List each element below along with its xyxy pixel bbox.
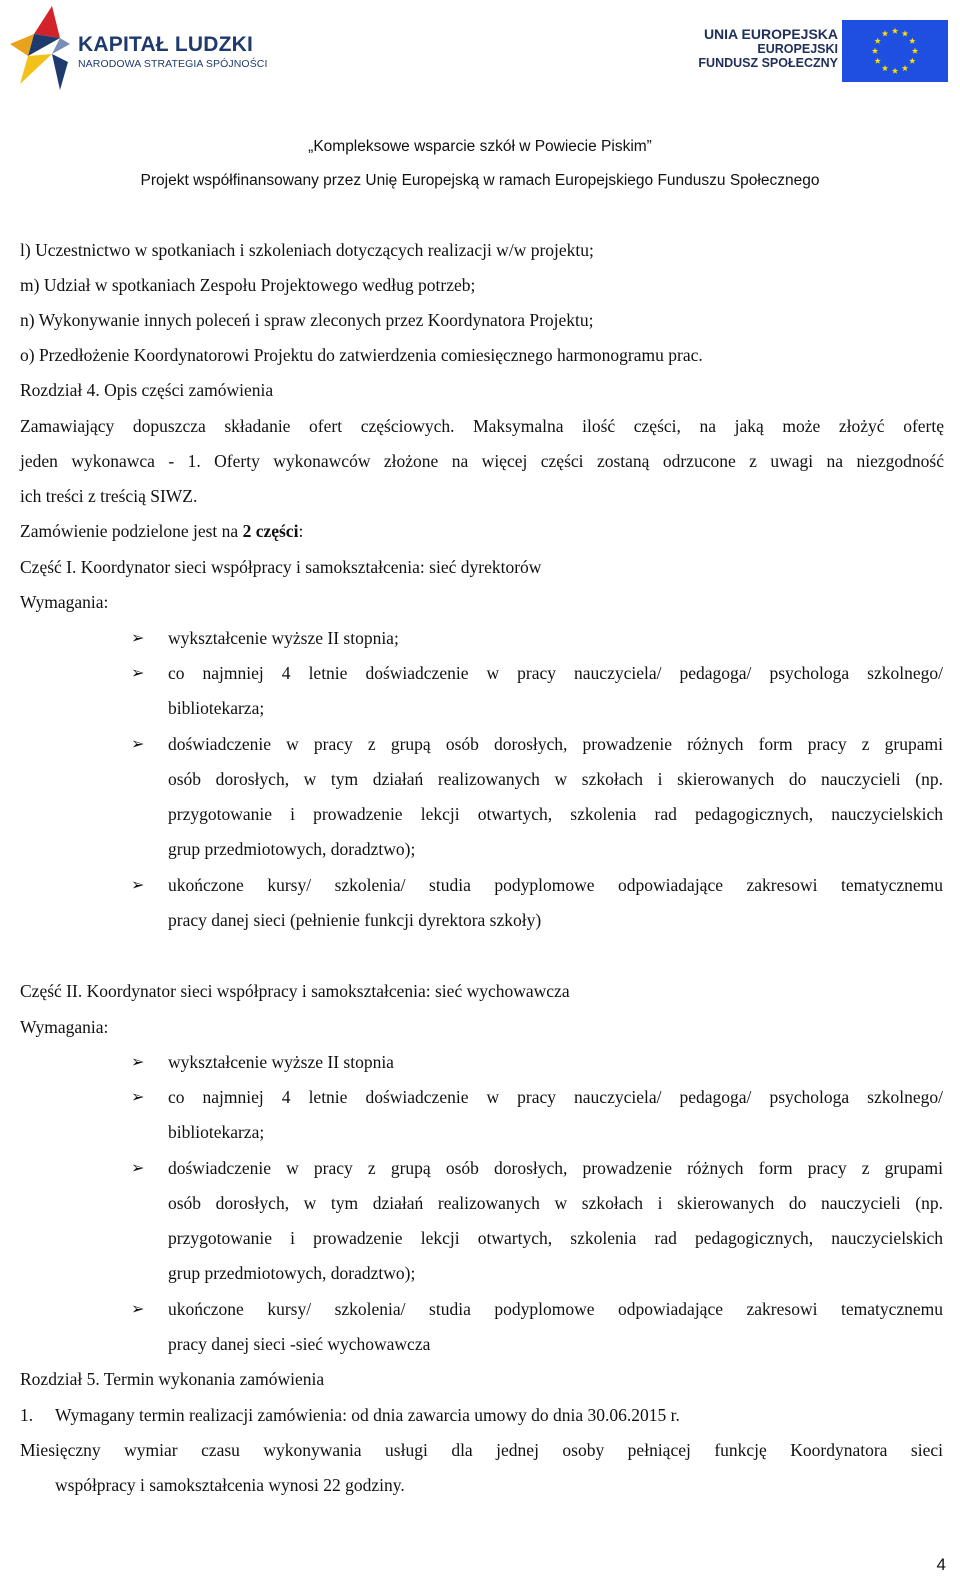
- duty-item: m) Udział w spotkaniach Zespołu Projektowego według potrzeb;: [20, 275, 476, 295]
- requirement-line: przygotowanie i prowadzenie lekcji otwartych, szkolenia rad pedagogicznych, nauczycielskich: [168, 804, 943, 824]
- requirement-line: co najmniej 4 letnie doświadczenie w pracy nauczyciela/ pedagoga/ psychologa szkolnego/: [168, 663, 943, 683]
- chapter-5-paragraph-line: Miesięczny wymiar czasu wykonywania usługi dla jednej osoby pełniącej funkcję Koordynatora sieci: [20, 1440, 943, 1460]
- duty-item: o) Przedłożenie Koordynatorowi Projektu do zatwierdzenia comiesięcznego harmonogramu prac.: [20, 345, 703, 365]
- chapter-5-paragraph-line: współpracy i samokształcenia wynosi 22 godziny.: [55, 1475, 405, 1495]
- parts-suffix: :: [298, 521, 304, 541]
- requirement-line: ukończone kursy/ szkolenia/ studia podyplomowe odpowiadające zakresowi tematycznemu: [168, 1299, 943, 1319]
- arrow-bullet-icon: ➢: [131, 734, 145, 753]
- parts-prefix: Zamówienie podzielone jest na: [20, 521, 243, 541]
- kapital-ludzki-title: KAPITAŁ LUDZKI: [78, 33, 254, 56]
- duty-item: l) Uczestnictwo w spotkaniach i szkoleniach dotyczących realizacji w/w projektu;: [20, 240, 594, 260]
- parts-count: 2 części: [242, 521, 299, 541]
- eu-label-line-1: UNIA EUROPEJSKA: [703, 26, 838, 42]
- chapter-5-item-number: 1.: [20, 1405, 34, 1425]
- arrow-bullet-icon: ➢: [131, 1158, 145, 1177]
- arrow-bullet-icon: ➢: [131, 1052, 145, 1071]
- requirement-line: osób dorosłych, w tym działań realizowanych w szkołach i skierowanych do nauczycieli (np.: [168, 769, 943, 789]
- chapter-4-paragraph-line: Zamawiający dopuszcza składanie ofert częściowych. Maksymalna ilość części, na jaką może złożyć ofertę: [20, 416, 944, 436]
- requirement-line: grup przedmiotowych, doradztwo);: [168, 839, 416, 859]
- requirement-line: bibliotekarza;: [168, 698, 265, 718]
- arrow-bullet-icon: ➢: [131, 875, 145, 894]
- requirement-line: doświadczenie w pracy z grupą osób dorosłych, prowadzenie różnych form pracy z grupami: [168, 734, 943, 754]
- eu-fund-label: [698, 26, 838, 70]
- kapital-ludzki-star-icon: [10, 6, 70, 90]
- chapter-5-heading: Rozdział 5. Termin wykonania zamówienia: [20, 1369, 325, 1389]
- requirement-line: ukończone kursy/ szkolenia/ studia podyplomowe odpowiadające zakresowi tematycznemu: [168, 875, 943, 895]
- requirement-line: pracy danej sieci (pełnienie funkcji dyrektora szkoły): [168, 910, 542, 930]
- kapital-ludzki-subtitle: NARODOWA STRATEGIA SPÓJNOŚCI: [78, 58, 268, 70]
- requirement-line: przygotowanie i prowadzenie lekcji otwartych, szkolenia rad pedagogicznych, nauczycielskich: [168, 1228, 943, 1248]
- requirement-line: pracy danej sieci -sieć wychowawcza: [168, 1334, 431, 1354]
- part-1-title: Część I. Koordynator sieci współpracy i samokształcenia: sieć dyrektorów: [20, 557, 542, 577]
- project-subtitle: Projekt współfinansowany przez Unię Europejską w ramach Europejskiego Funduszu Społecznego: [140, 172, 820, 189]
- part-1-requirements-label: Wymagania:: [20, 592, 109, 612]
- part-2-requirements-label: Wymagania:: [20, 1017, 109, 1037]
- requirement-line: bibliotekarza;: [168, 1122, 265, 1142]
- chapter-4-paragraph-line: ich treści z treścią SIWZ.: [20, 486, 198, 506]
- requirement-line: wykształcenie wyższe II stopnia: [168, 1052, 394, 1072]
- requirement-line: co najmniej 4 letnie doświadczenie w pracy nauczyciela/ pedagoga/ psychologa szkolnego/: [168, 1087, 943, 1107]
- eu-label-line-3: FUNDUSZ SPOŁECZNY: [698, 56, 838, 70]
- requirement-line: grup przedmiotowych, doradztwo);: [168, 1263, 416, 1283]
- arrow-bullet-icon: ➢: [131, 628, 145, 647]
- arrow-bullet-icon: ➢: [131, 1299, 145, 1318]
- arrow-bullet-icon: ➢: [131, 663, 145, 682]
- arrow-bullet-icon: ➢: [131, 1087, 145, 1106]
- eu-label-line-2: EUROPEJSKI: [757, 42, 838, 56]
- chapter-4-heading: Rozdział 4. Opis części zamówienia: [20, 380, 274, 400]
- chapter-5-item-text: Wymagany termin realizacji zamówienia: od dnia zawarcia umowy do dnia 30.06.2015 r.: [55, 1405, 680, 1425]
- parts-count-sentence: [20, 521, 303, 542]
- duty-item: n) Wykonywanie innych poleceń i spraw zleconych przez Koordynatora Projektu;: [20, 310, 594, 330]
- part-2-title: Część II. Koordynator sieci współpracy i samokształcenia: sieć wychowawcza: [20, 981, 570, 1001]
- eu-flag-icon: [842, 20, 948, 82]
- chapter-4-paragraph-line: jeden wykonawca - 1. Oferty wykonawców złożone na więcej części zostaną odrzucone z uwagi na niezgodność: [20, 451, 944, 471]
- project-title: „Kompleksowe wsparcie szkół w Powiecie Piskim”: [308, 138, 652, 155]
- requirement-line: osób dorosłych, w tym działań realizowanych w szkołach i skierowanych do nauczycieli (np.: [168, 1193, 943, 1213]
- requirement-line: wykształcenie wyższe II stopnia;: [168, 628, 399, 648]
- page-number: 4: [936, 1555, 946, 1574]
- requirement-line: doświadczenie w pracy z grupą osób dorosłych, prowadzenie różnych form pracy z grupami: [168, 1158, 943, 1178]
